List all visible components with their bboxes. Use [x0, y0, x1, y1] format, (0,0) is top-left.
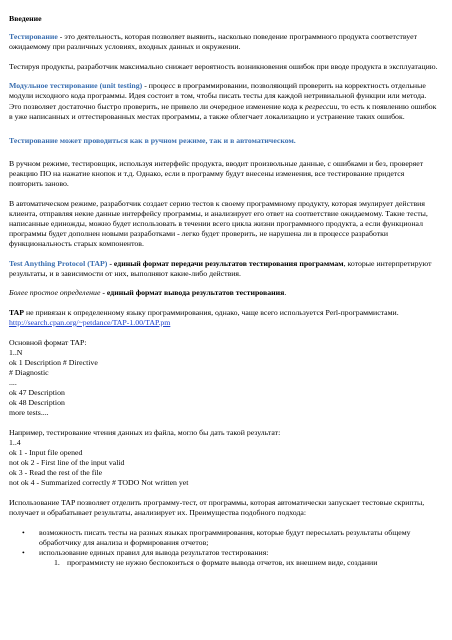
code-line: ok 47 Description — [9, 388, 65, 398]
paragraph-text: - это деятельность, которая позволяет выявить, насколько поведение программного продукта соответствует ожидаемому при различных условиях, входных данных и окружении. — [9, 32, 417, 52]
paragraph-tap-language — [9, 308, 438, 328]
bold-definition: - единый формат вывода результатов тестирования — [100, 288, 285, 298]
advantages-list — [9, 528, 438, 558]
example-intro: Например, тестирование чтения данных из файла, могло бы дать такой результат: — [9, 427, 281, 437]
code-line: ok 1 - Input file opened — [9, 448, 83, 457]
list-item — [9, 548, 438, 558]
code-line: ok 3 - Read the rest of the file — [9, 468, 103, 478]
term-tap-bold: TAP — [9, 307, 25, 317]
code-line: 1..4 — [9, 437, 21, 447]
paragraph-advantages-intro: Использование TAP позволяет отделить программу-тест, от программы, которая автоматически запускает тестовые скрипты, получает и обрабатывает результаты, анализирует их. Преимущества подобного подхода: — [9, 497, 425, 517]
paragraph-text: , которые интерпретируют результаты, и в зависимости от них, выполняют какие-либо действия. — [9, 258, 432, 278]
code-line: more tests.... — [9, 408, 49, 418]
list-item-text: возможность писать тесты на разных языках программирования, которые будут пересылать результаты общему обработчику для анализа и формирования отчетов; — [39, 527, 411, 547]
term-unit-testing: Модульное тестирование (unit testing) — [9, 81, 143, 91]
bullet-icon: • — [22, 527, 25, 537]
list-item-text: программисту не нужно беспокоиться о формате вывода отчетов, их внешнем виде, создании — [67, 557, 378, 567]
code-line: 1..N — [9, 347, 23, 357]
paragraph-text: - процесс в программировании, позволяющий проверить на корректность отдельные модули исходного кода программы. Идея состоит в том, чтобы писать тесты для каждой нетривиальной функции или метода. Это позволяет достаточно быстро проверить, не привело ли очередное изменение кода к — [9, 81, 427, 111]
list-item-text: использование единых правил для вывода результатов тестирования: — [39, 547, 269, 557]
paragraph-automatic-mode: В автоматическом режиме, разработчик создает серию тестов к своему программному продукту, которая эмулирует действия клиента, отправляя некие данные интерфейсу программы, и анализирует его ответ на соответствие ожидаемому. Такие тесты, написанные единожды, можно будет использовать в течении всего цикла жизни программного продукта, а если функционал программы будет дополнен новыми разработками - легко будет проверить, не нарушена ли в процессе разработки функциональность старых компонентов. — [9, 198, 428, 248]
period: . — [284, 288, 287, 298]
code-line: # Diagnostic — [9, 367, 49, 377]
code-line: ok 48 Description — [9, 398, 65, 408]
emphasis-regression: регрессии — [304, 101, 338, 111]
emphasis-simple-definition: Более простое определение — [9, 288, 101, 298]
cpan-tap-link[interactable]: http://search.cpan.org/~petdance/TAP-1.00/TAP.pm — [9, 317, 171, 327]
code-line: .... — [9, 377, 17, 387]
paragraph-simple-definition — [9, 288, 438, 298]
bold-definition: - единый формат передачи результатов тестирования программам — [107, 258, 344, 268]
term-testing: Тестирование — [9, 32, 58, 42]
tap-basic-format-block — [9, 338, 438, 419]
paragraph-unit-testing — [9, 81, 438, 121]
paragraph-tap-definition — [9, 259, 438, 279]
bullet-icon: • — [22, 547, 25, 557]
paragraph-testing-definition — [9, 32, 438, 52]
section-title-modes: Тестирование может проводиться как в ручном режиме, так и в автоматическом. — [9, 135, 296, 145]
list-number: 1. — [54, 557, 60, 567]
paragraph-text: , то есть к появлению ошибок в уже написанных и оттестированных местах программы, а также облегчает локализацию и устранение таких ошибок. — [9, 101, 437, 121]
code-line: not ok 4 - Summarized correctly # TODO Not written yet — [9, 478, 189, 488]
code-line: ok 1 Description # Directive — [9, 357, 98, 367]
paragraph-text: не привязан к определенному языку программирования, однако, чаще всего используется Perl-программистами. — [24, 307, 399, 317]
page-heading: Введение — [9, 14, 42, 23]
paragraph-manual-mode: В ручном режиме, тестировщик, используя интерфейс продукта, вводит произвольные данные, с ошибками и без, проверяет реакцию ПО на нажатие кнопок и т.д. Однако, если в программу будут внесены изменения, все тестирование придется повторить заново. — [9, 158, 424, 189]
tap-example-block — [9, 428, 438, 489]
term-tap: Test Anything Protocol (TAP) — [9, 258, 108, 268]
code-line: not ok 2 - First line of the input valid — [9, 458, 125, 468]
paragraph-error-reduction: Тестируя продукты, разработчик максимально снижает вероятность возникновения ошибок при вводе продукта в эксплуатацию. — [9, 61, 438, 71]
list-item — [9, 558, 438, 568]
sub-list — [9, 558, 438, 568]
list-item — [9, 528, 438, 548]
basic-format-title: Основной формат TAP: — [9, 337, 87, 347]
